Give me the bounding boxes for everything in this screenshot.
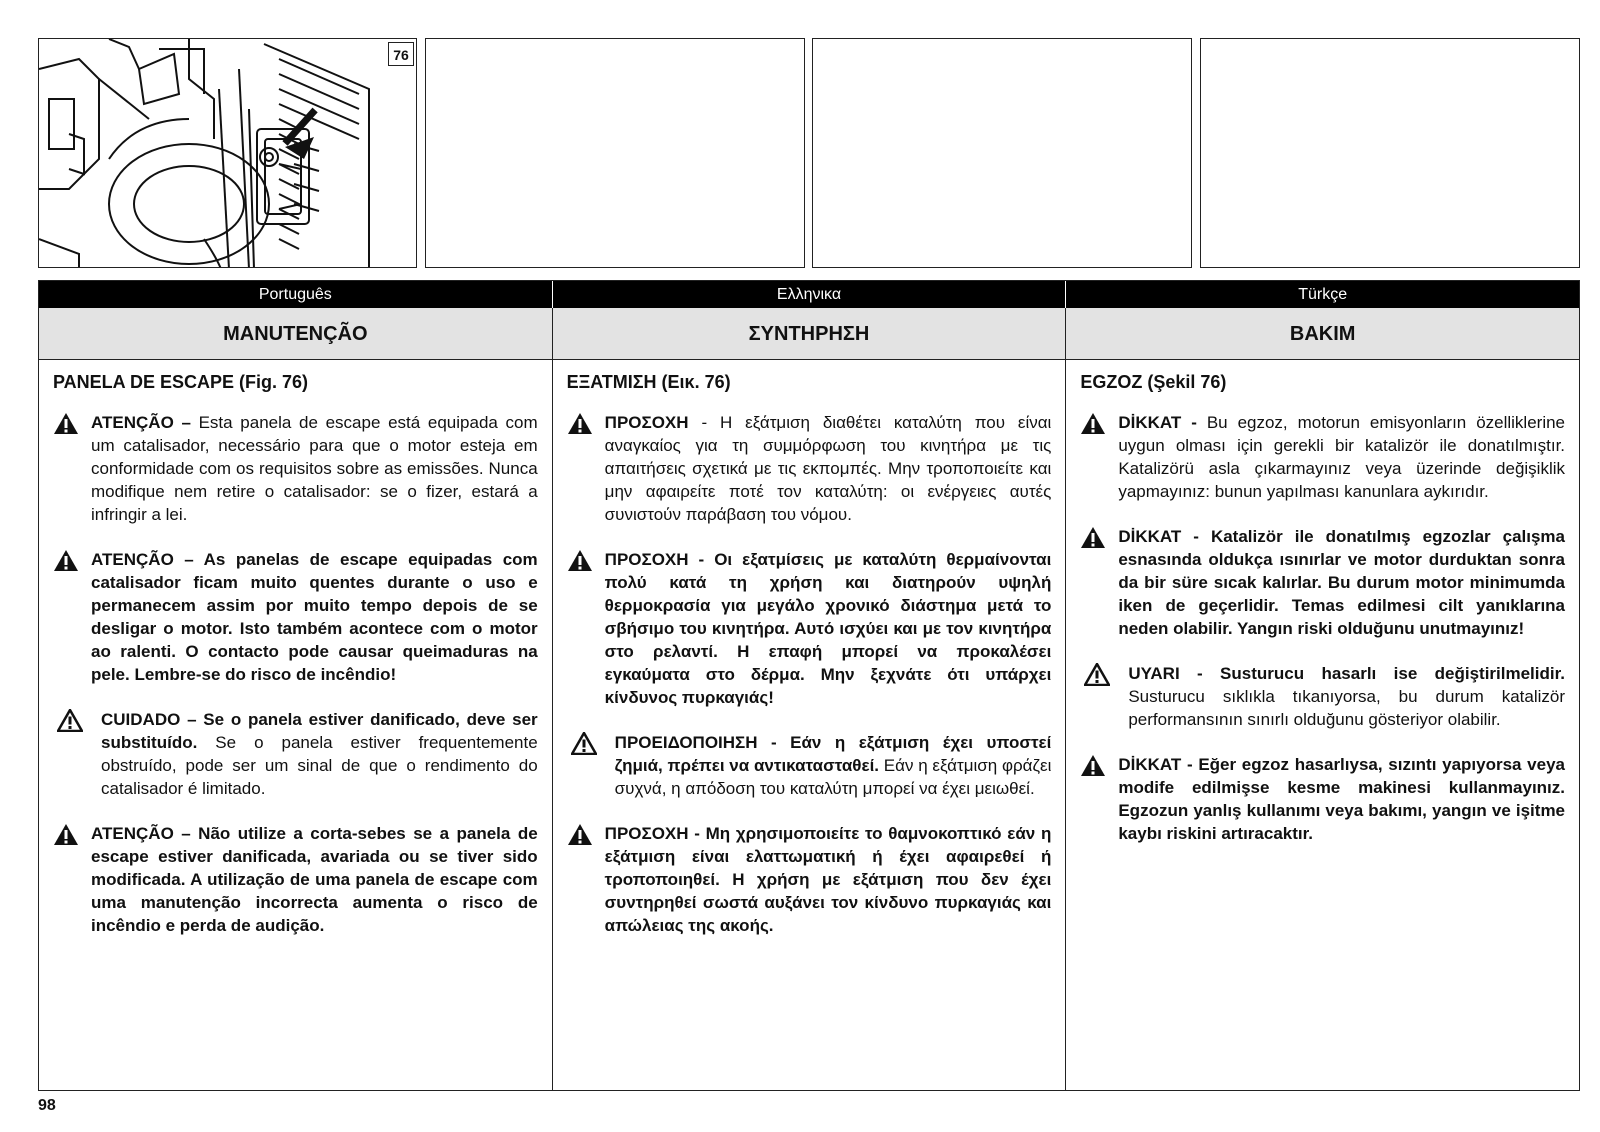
warning-triangle-icon: [567, 411, 605, 526]
warning-text: Esta panela de escape está equipada com um catalisador, necessário para que o motor esteja em conformidade com os requisitos sobre as emissões. Nunca modifique nem retire o catalisador: se o fizer, estará a infringir a lei.: [91, 413, 538, 524]
caution-paragraph: [567, 731, 1052, 800]
warning-paragraph: [53, 411, 538, 526]
language-el: Ελληνικα: [553, 281, 1067, 308]
section-title-tr: BAKIM: [1289, 323, 1356, 345]
caution-label: CUIDADO – Se o panela estiver danificado, deve ser substituído.: [101, 710, 538, 752]
language-pt: Português: [39, 281, 553, 308]
warning-triangle-icon: [567, 822, 605, 937]
warning-paragraph: [1080, 753, 1565, 845]
warning-text: DİKKAT - Eğer egzoz hasarlıysa, sızıntı yapıyorsa veya modife edilmişse kesme makinesi kullanmayınız. Egzozun yanlış kullanımı veya bakımı, yangın ve işitme kaybı riskini artıracaktır.: [1118, 755, 1566, 843]
caution-text: Susturucu sıklıkla tıkanıyorsa, bu durum katalizör performansının sınırlı olduğunu gösteriyor olabilir.: [1128, 687, 1566, 729]
warning-text: ΠΡΟΣΟΧΗ - Οι εξατμίσεις με καταλύτη θερμαίνονται πολύ κατά τη χρήση και διατηρούν υψηλή θερμοκρασία για μεγάλο χρονικό διάστημα μετά το σβήσιμο του κινητήρα. Αυτό ισχύει και με τον κινητήρα στο ρελαντί. Η επαφή μπορεί να προκαλέσει εγκαύματα στο δέρμα. Μην ξεχνάτε ότι υπάρχει κίνδυνος πυρκαγιάς!: [604, 550, 1052, 707]
warning-triangle-icon: [53, 548, 91, 686]
warning-paragraph: [567, 822, 1052, 937]
warning-text: ATENÇÃO – As panelas de escape equipadas com catalisador ficam muito quentes durante o uso e permanecem assim por muito tempo depois de se desligar o motor. Isto também acontece com o motor ao ralenti. O contacto pode causar queimaduras na pele. Lembre-se do risco de incêndio!: [91, 550, 538, 684]
language-tr: Türkçe: [1298, 286, 1348, 303]
maintenance-table: [38, 280, 1580, 1091]
warning-text: ΠΡΟΣΟΧΗ - Μη χρησιμοποιείτε το θαμνοκοπτικό εάν η εξάτμιση είναι ελαττωματική ή έχει αφαιρεθεί ή τροποποιηθεί. Η χρήση με εξάτμιση που δεν έχει συντηρηθεί σωστά αυξάνει τον κίνδυνο πυρκαγιάς και απώλειας της ακοής.: [604, 824, 1052, 935]
section-title-el: ΣΥΝΤΗΡΗΣΗ: [553, 308, 1067, 359]
figure-placeholder-4: [1200, 38, 1580, 268]
column-tr: [1066, 360, 1579, 1090]
section-title-bar: [39, 308, 1579, 360]
warning-paragraph: [567, 548, 1052, 709]
caution-label: ΠΡΟΕΙΔΟΠΟΙΗΣΗ - Εάν η εξάτμιση έχει υποστεί ζημιά, πρέπει να αντικατασταθεί.: [614, 733, 1052, 775]
warning-paragraph: [53, 822, 538, 937]
warning-paragraph: [1080, 411, 1565, 503]
column-el: [553, 360, 1067, 1090]
warning-triangle-icon: [567, 548, 605, 709]
warning-paragraph: [53, 548, 538, 686]
caution-triangle-icon: [567, 731, 615, 800]
warning-label: ΠΡΟΣΟΧΗ: [604, 413, 689, 432]
language-bar: [39, 281, 1579, 308]
figure-placeholder-3: [812, 38, 1192, 268]
warning-triangle-icon: [53, 822, 91, 937]
caution-triangle-icon: [1080, 662, 1128, 731]
muffler-heading: EGZOZ (Şekil 76): [1080, 372, 1227, 392]
caution-paragraph: [1080, 662, 1565, 731]
figure-placeholder-2: [425, 38, 805, 268]
muffler-heading: PANELA DE ESCAPE (Fig. 76): [53, 372, 309, 392]
warning-triangle-icon: [1080, 753, 1118, 845]
caution-text: Εάν η εξάτμιση φράζει συχνά, η απόδοση του καταλύτη μπορεί να έχει μειωθεί.: [614, 756, 1052, 798]
figure-number: 76: [388, 42, 414, 66]
warning-text: Bu egzoz, motorun emisyonların özelliklerine uygun olması için gerekli bir katalizör ile donatılmıştır. Katalizörü asla çıkarmayınız veya üzerinde değişiklik yapmayınız: bunun yapılması kanunlara aykırıdır.: [1118, 413, 1566, 501]
caution-text: Se o panela estiver frequentemente obstruído, pode ser um sinal de que o rendimento do catalisador é limitado.: [101, 733, 538, 798]
muffler-heading: ΕΞΑΤΜΙΣΗ (Εικ. 76): [566, 372, 731, 392]
warning-text: ATENÇÃO – Não utilize a corta-sebes se a panela de escape estiver danificada, avariada ou se tiver sido modificada. A utilização de uma panela de escape com uma manutenção incorrecta aumenta o risco de incêndio e perda de audição.: [91, 824, 538, 935]
column-pt: [39, 360, 553, 1090]
caution-paragraph: [53, 708, 538, 800]
warning-text: - Η εξάτμιση διαθέτει καταλύτη που είναι αναγκαίος για τη συμμόρφωση του κινητήρα με τις απαιτήσεις σχετικά με τις εκπομπές. Μην τροποποιείτε και μην αφαιρείτε ποτέ τον καταλύτη: οι ενέργειες αυτές συνιστούν παράβαση του νόμου.: [604, 413, 1052, 524]
warning-paragraph: [1080, 525, 1565, 640]
warning-triangle-icon: [1080, 525, 1118, 640]
warning-paragraph: [567, 411, 1052, 526]
warning-triangle-icon: [53, 411, 91, 526]
warning-label: DİKKAT -: [1118, 413, 1197, 432]
section-title-pt: MANUTENÇÃO: [39, 308, 553, 359]
warning-label: ATENÇÃO –: [91, 413, 191, 432]
caution-label: UYARI - Susturucu hasarlı ise değiştirilmelidir.: [1128, 664, 1566, 683]
page-number: 98: [38, 1097, 56, 1114]
warning-text: DİKKAT - Katalizör ile donatılmış egzozlar çalışma esnasında oldukça ısınırlar ve motor durduktan sonra da bir süre sıcak kalırlar. Bu durum motor minimumda iken de geçerlidir. Temas edilmesi cilt yanıklarına neden olabilir. Yangın riski olduğunu unutmayınız!: [1118, 527, 1566, 638]
engine-illustration: [39, 39, 417, 268]
caution-triangle-icon: [53, 708, 101, 800]
figure-engine-muffler: [38, 38, 417, 268]
warning-triangle-icon: [1080, 411, 1118, 503]
